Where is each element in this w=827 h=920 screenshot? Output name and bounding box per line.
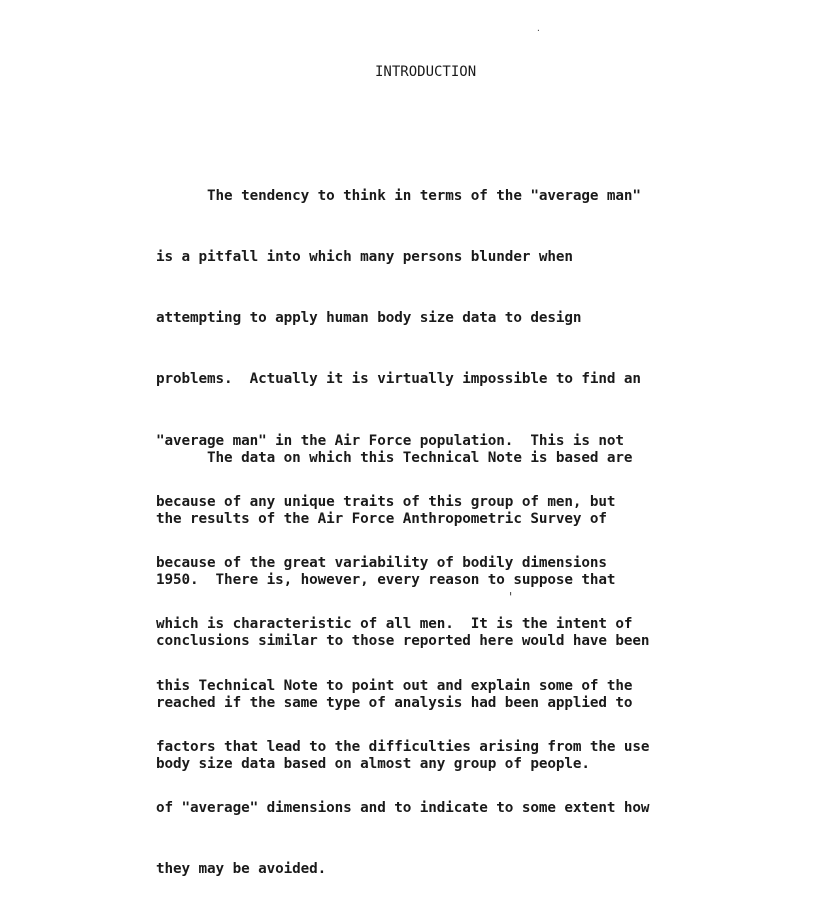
paragraph-line: because of any unique traits of this group of men, but	[156, 493, 616, 510]
paragraph-line: because of the great variability of bodily dimensions	[156, 555, 607, 572]
paragraph-line: conclusions similar to those reported here would have been	[156, 633, 650, 650]
paragraph-line: body size data based on almost any group of people.	[156, 755, 590, 772]
speck-mark: ·	[536, 26, 541, 35]
paragraph-line: the results of the Air Force Anthropometric Survey of	[156, 511, 607, 528]
paragraph-line: factors that lead to the difficulties arising from the use	[156, 738, 650, 755]
paragraph-line: 1950. There is, however, every reason to suppose that	[156, 572, 616, 589]
bottom-mark: '	[507, 590, 515, 604]
paragraph-line: is a pitfall into which many persons blunder when	[156, 249, 573, 266]
paragraph-line: reached if the same type of analysis had been applied to	[156, 694, 633, 711]
paragraph-line: this Technical Note to point out and explain some of the	[156, 677, 633, 694]
paragraph-line: which is characteristic of all men. It is the intent of	[156, 616, 633, 633]
paragraph-line: "average man" in the Air Force population. This is not	[156, 432, 624, 449]
paragraph-line: of "average" dimensions and to indicate to some extent how	[156, 800, 650, 816]
paragraph-line: problems. Actually it is virtually impossible to find an	[156, 371, 641, 388]
paragraph-line: they may be avoided.	[156, 861, 327, 878]
paragraph-line: The data on which this Technical Note is based are	[156, 449, 633, 466]
page-heading: INTRODUCTION	[375, 64, 477, 80]
paragraph-line: The tendency to think in terms of the "average man"	[156, 187, 641, 204]
paragraph-2	[156, 407, 649, 815]
paragraph-line: attempting to apply human body size data to design	[156, 310, 582, 327]
